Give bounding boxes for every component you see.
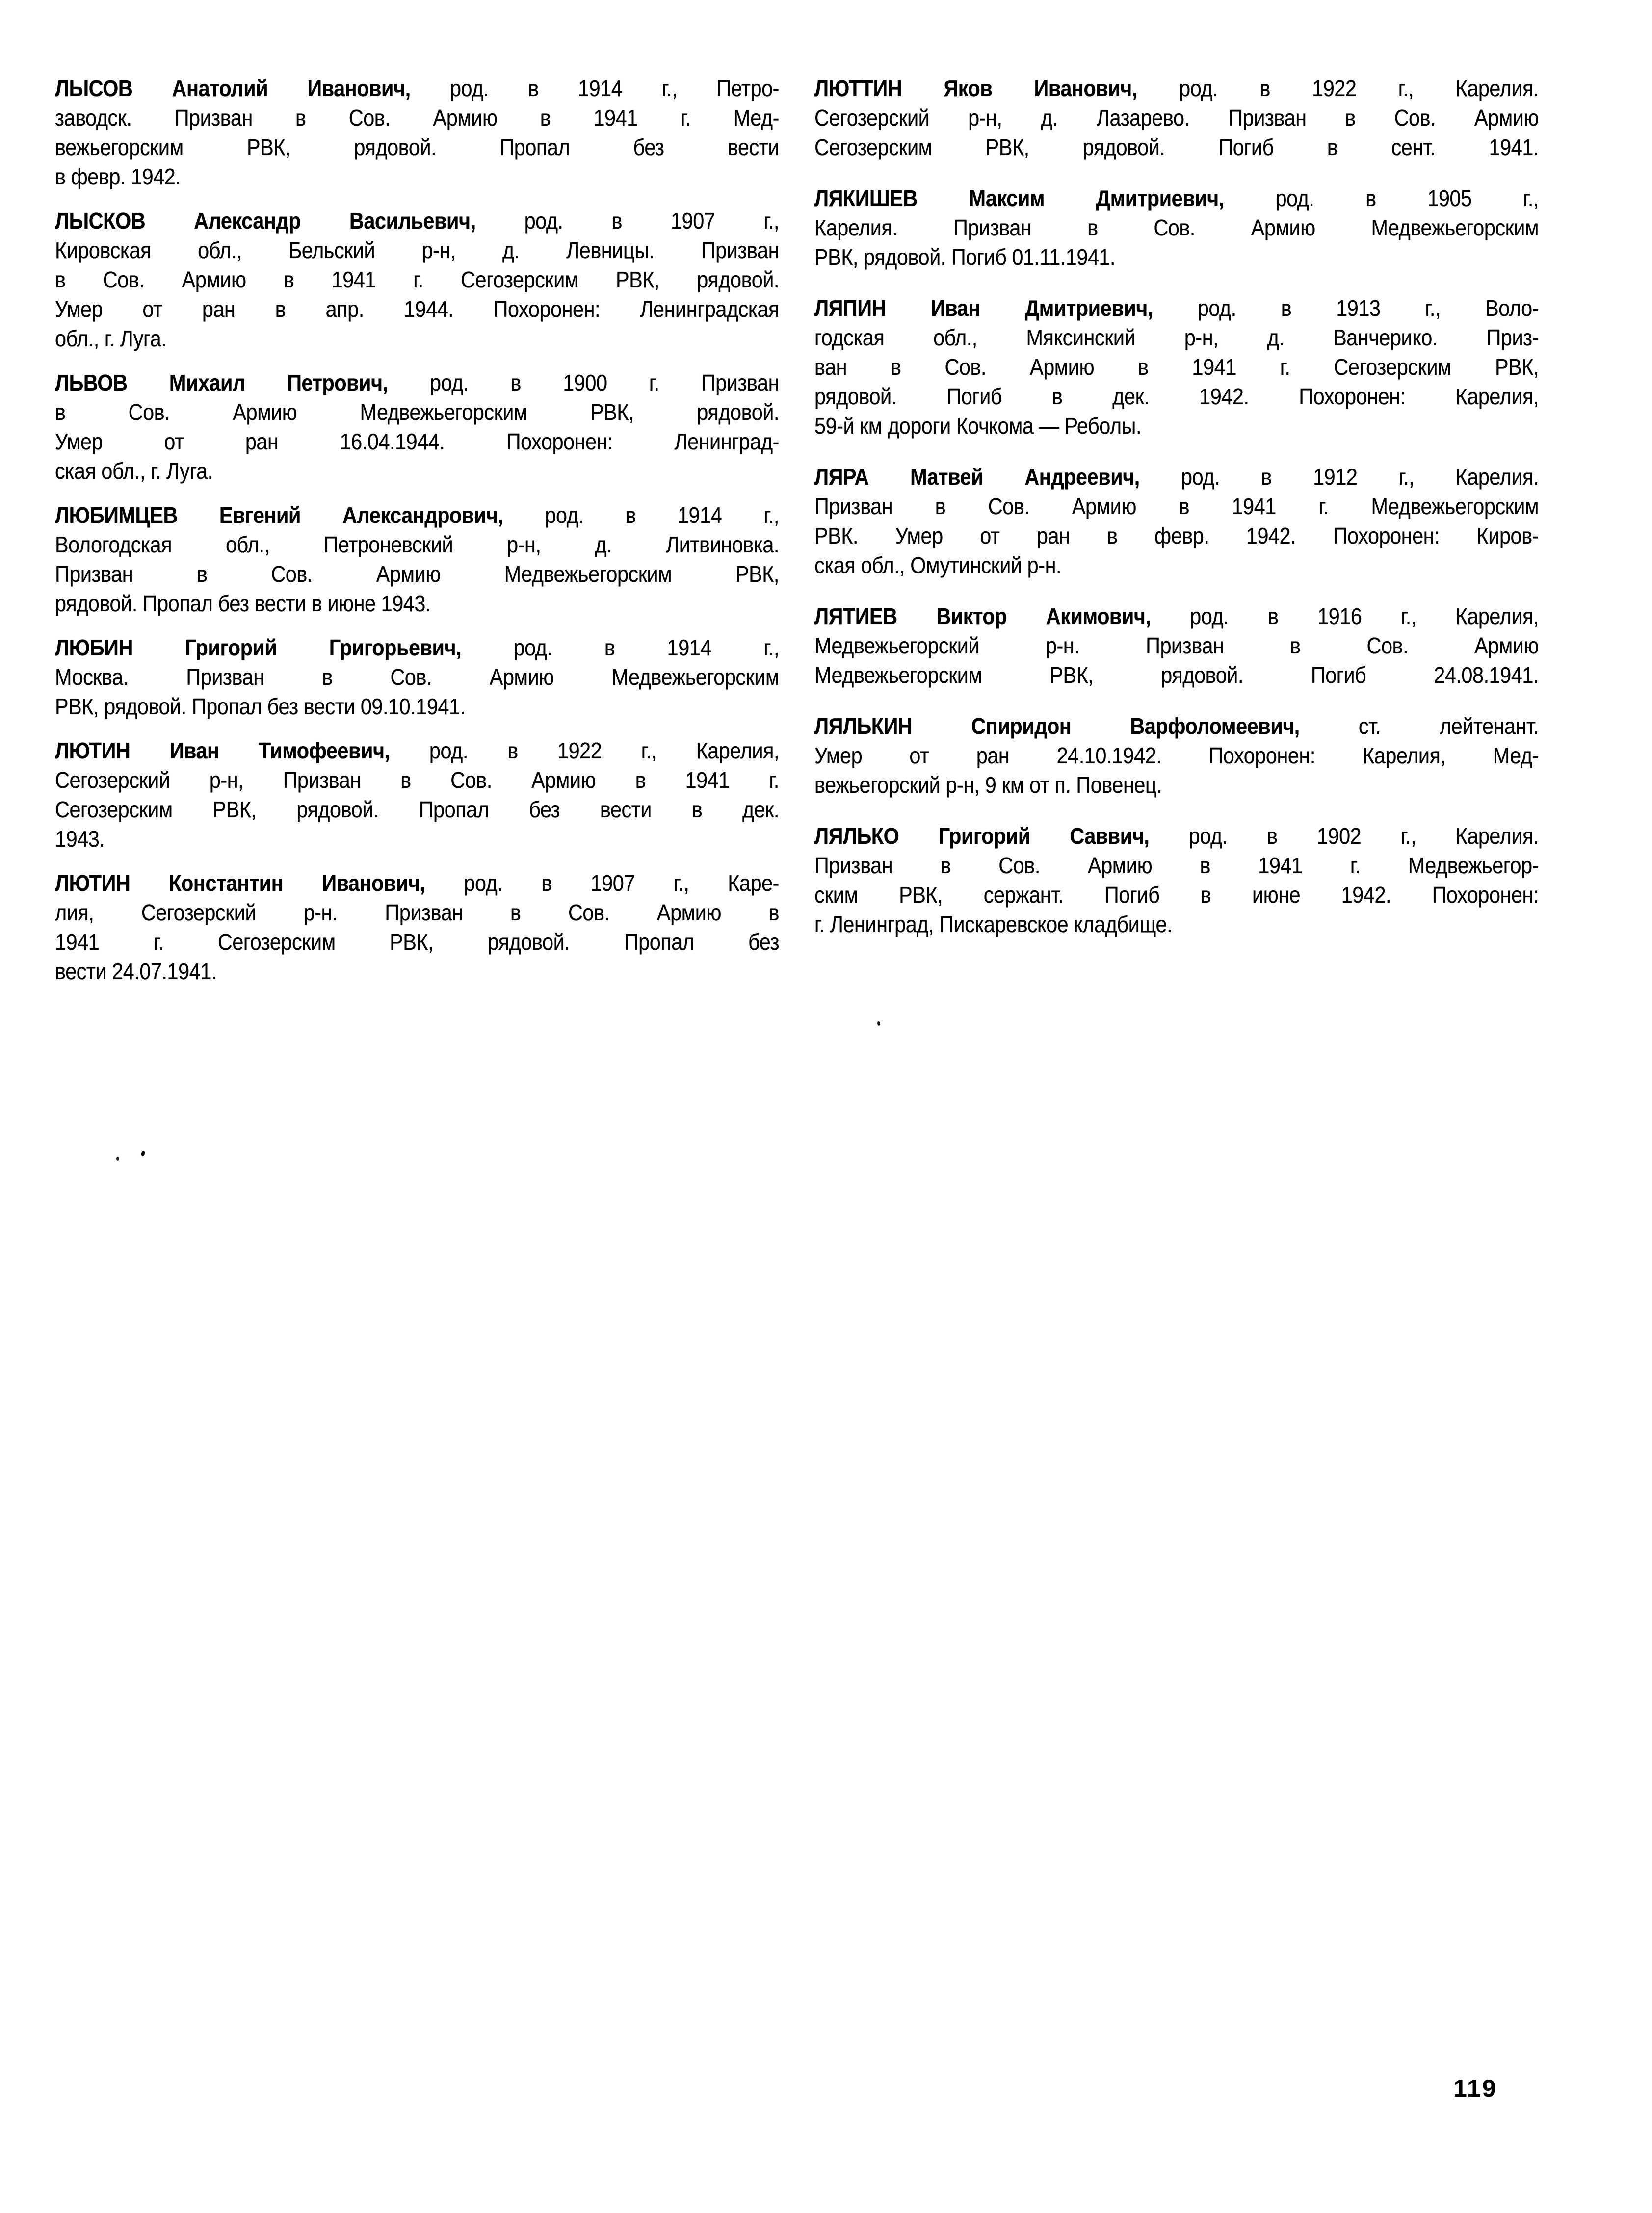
entry-name: ЛЫСОВ Анатолий Иванович, — [55, 76, 411, 101]
entry-line: Москва. Призван в Сов. Армию Медвежьегорским — [55, 664, 779, 690]
entry-name: ЛЮТТИН Яков Иванович, — [814, 76, 1137, 101]
entry-line: Кировская обл., Бельский р-н, д. Левницы. Призван — [55, 237, 779, 263]
entry-line-text: род. в 1916 г., Карелия, — [1190, 603, 1539, 629]
entry-line: Вологодская обл., Петроневский р-н, д. Литвиновка. — [55, 532, 779, 557]
entry-name: ЛЬВОВ Михаил Петрович, — [55, 370, 388, 395]
entry-line-text: род. в 1914 г., — [545, 502, 779, 528]
entry-name: ЛЮТИН Иван Тимофеевич, — [55, 738, 390, 763]
entry-line: Медвежьегорский р-н. Призван в Сов. Армию — [814, 633, 1539, 658]
entry-line-text: род. в 1905 г., — [1275, 185, 1539, 211]
memorial-entry — [814, 601, 1539, 690]
entry-line: заводск. Призван в Сов. Армию в 1941 г. Мед- — [55, 105, 779, 130]
right-column — [814, 74, 1539, 961]
entry-name: ЛЮТИН Константин Иванович, — [55, 870, 425, 896]
entry-line — [55, 206, 779, 235]
entry-line: Сегозерский р-н, д. Лазарево. Призван в Сов. Армию — [814, 105, 1539, 130]
entry-line: рядовой. Погиб в дек. 1942. Похоронен: Карелия, — [814, 384, 1539, 409]
entry-line — [814, 821, 1539, 851]
entry-line-text: род. в 1912 г., Карелия. — [1181, 464, 1539, 490]
memorial-entry — [814, 462, 1539, 580]
entry-line: вести 24.07.1941. — [55, 959, 217, 984]
entry-line: г. Ленинград, Пискаревское кладбище. — [814, 911, 1173, 937]
entry-line: Умер от ран в апр. 1944. Похоронен: Ленинградская — [55, 296, 779, 322]
memorial-entry — [814, 183, 1539, 272]
entry-line — [814, 711, 1539, 741]
entry-line-text: род. в 1914 г., — [513, 635, 779, 660]
entry-line: Карелия. Призван в Сов. Армию Медвежьегорским — [814, 215, 1539, 240]
entry-line: вежьегорским РВК, рядовой. Пропал без вести — [55, 134, 779, 160]
entry-name: ЛЫСКОВ Александр Васильевич, — [55, 208, 476, 234]
entry-line: Призван в Сов. Армию в 1941 г. Медвежьегор- — [814, 853, 1539, 878]
memorial-entry — [814, 711, 1539, 800]
entry-line: лия, Сегозерский р-н. Призван в Сов. Армию в — [55, 900, 779, 925]
memorial-entry — [55, 368, 779, 486]
entry-line — [55, 868, 779, 898]
entry-line: в Сов. Армию Медвежьегорским РВК, рядовой. — [55, 399, 779, 425]
entry-line — [814, 293, 1539, 323]
entry-line: Умер от ран 24.10.1942. Похоронен: Карелия, Мед- — [814, 743, 1539, 768]
entry-line: Умер от ран 16.04.1944. Похоронен: Ленинград- — [55, 429, 779, 454]
memorial-entry — [814, 821, 1539, 939]
entry-line: РВК. Умер от ран в февр. 1942. Похоронен: Киров- — [814, 523, 1539, 548]
entry-name: ЛЮБИН Григорий Григорьевич, — [55, 635, 462, 660]
memorial-entry — [55, 206, 779, 353]
entry-line — [814, 183, 1539, 213]
scan-speck — [877, 1021, 880, 1026]
entry-line-text: ст. лейтенант. — [1358, 713, 1539, 739]
entry-line: 1941 г. Сегозерским РВК, рядовой. Пропал без — [55, 929, 779, 955]
memorial-entry — [814, 293, 1539, 441]
entry-line: ская обл., Омутинский р-н. — [814, 552, 1062, 578]
entry-line — [814, 601, 1539, 631]
entry-line: 1943. — [55, 826, 105, 852]
entry-line — [55, 368, 779, 397]
entry-line: в февр. 1942. — [55, 164, 181, 189]
memorial-entry — [55, 868, 779, 986]
entry-line — [55, 74, 779, 103]
entry-line — [55, 736, 779, 765]
entry-line-text: род. в 1907 г., — [524, 208, 779, 234]
left-column — [55, 74, 779, 1001]
scan-speck — [141, 1150, 145, 1156]
entry-line: Призван в Сов. Армию Медвежьегорским РВК, — [55, 561, 779, 587]
entry-name: ЛЯТИЕВ Виктор Акимович, — [814, 603, 1151, 629]
entry-line: Сегозерским РВК, рядовой. Пропал без вести в дек. — [55, 797, 779, 822]
entry-line: ская обл., г. Луга. — [55, 458, 213, 484]
memorial-entry — [55, 74, 779, 191]
entry-name: ЛЯРА Матвей Андреевич, — [814, 464, 1140, 490]
entry-name: ЛЯЛЬКИН Спиридон Варфоломеевич, — [814, 713, 1300, 739]
entry-line: вежьегорский р-н, 9 км от п. Повенец. — [814, 772, 1162, 798]
entry-line-text: род. в 1907 г., Каре- — [464, 870, 779, 896]
entry-line: РВК, рядовой. Погиб 01.11.1941. — [814, 244, 1116, 270]
entry-line — [814, 462, 1539, 492]
entry-line: рядовой. Пропал без вести в июне 1943. — [55, 591, 431, 616]
entry-name: ЛЯЛЬКО Григорий Саввич, — [814, 823, 1150, 849]
entry-line: в Сов. Армию в 1941 г. Сегозерским РВК, рядовой. — [55, 267, 779, 292]
entry-line: РВК, рядовой. Пропал без вести 09.10.1941. — [55, 694, 466, 719]
scan-speck — [116, 1157, 119, 1161]
entry-line: годская обл., Мяксинский р-н, д. Ванчерико. Приз- — [814, 325, 1539, 350]
entry-line: ским РВК, сержант. Погиб в июне 1942. Похоронен: — [814, 882, 1539, 908]
entry-line — [814, 74, 1539, 103]
entry-line: Сегозерский р-н, Призван в Сов. Армию в 1941 г. — [55, 767, 779, 793]
page-number: 119 — [1453, 2075, 1497, 2102]
entry-line-text: род. в 1922 г., Карелия, — [429, 738, 780, 763]
entry-line — [55, 500, 779, 530]
entry-line: 59-й км дороги Кочкома — Реболы. — [814, 413, 1141, 439]
entry-line-text: род. в 1902 г., Карелия. — [1188, 823, 1539, 849]
entry-line — [55, 633, 779, 662]
entry-line: Призван в Сов. Армию в 1941 г. Медвежьегорским — [814, 494, 1539, 519]
memorial-entry — [55, 633, 779, 721]
entry-name: ЛЯПИН Иван Дмитриевич, — [814, 295, 1153, 321]
entry-line-text: род. в 1922 г., Карелия. — [1179, 76, 1539, 101]
entry-name: ЛЯКИШЕВ Максим Дмитриевич, — [814, 185, 1224, 211]
entry-name: ЛЮБИМЦЕВ Евгений Александрович, — [55, 502, 503, 528]
memorial-entry — [55, 500, 779, 618]
entry-line: Сегозерским РВК, рядовой. Погиб в сент. 1941. — [814, 134, 1539, 160]
entry-line: ван в Сов. Армию в 1941 г. Сегозерским РВК, — [814, 354, 1539, 380]
entry-line: Медвежьегорским РВК, рядовой. Погиб 24.08.1941. — [814, 662, 1539, 688]
memorial-entry — [55, 736, 779, 854]
memorial-entry — [814, 74, 1539, 162]
entry-line: обл., г. Луга. — [55, 326, 167, 351]
entry-line-text: род. в 1913 г., Воло- — [1197, 295, 1539, 321]
entry-line-text: род. в 1900 г. Призван — [430, 370, 779, 395]
entry-line-text: род. в 1914 г., Петро- — [449, 76, 780, 101]
